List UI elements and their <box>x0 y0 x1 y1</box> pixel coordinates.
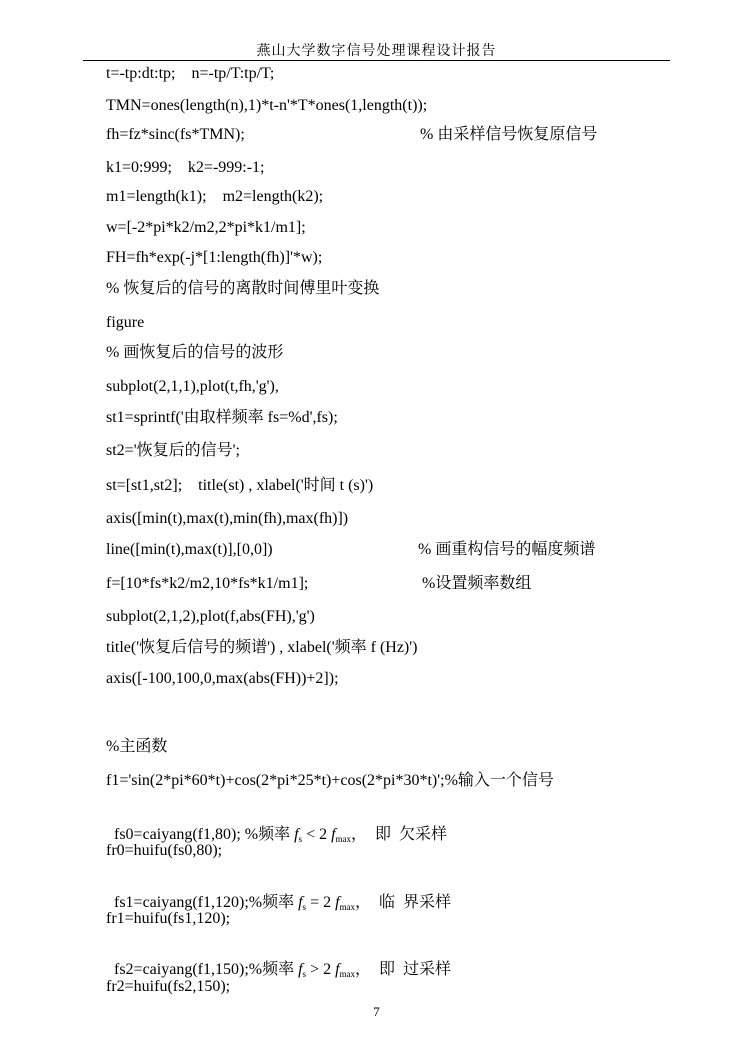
code-line: w=[-2*pi*k2/m2,2*pi*k1/m1]; <box>106 219 306 236</box>
code-line: fh=fz*sinc(fs*TMN); <box>106 126 245 143</box>
code-comment: %主函数 <box>106 738 168 755</box>
code-line-with-formula <box>106 805 447 846</box>
code-comment: % 恢复后的信号的离散时间傅里叶变换 <box>106 280 380 297</box>
code-line: line([min(t),max(t)],[0,0]) <box>106 541 273 558</box>
code-line: subplot(2,1,2),plot(f,abs(FH),'g') <box>106 608 315 625</box>
code-line: FH=fh*exp(-j*[1:length(fh)]'*w); <box>106 249 323 266</box>
code-comment: % 画恢复后的信号的波形 <box>106 344 284 361</box>
page-header: 燕山大学数字信号处理课程设计报告 <box>256 44 497 59</box>
code-line: axis([-100,100,0,max(abs(FH))+2]); <box>106 670 339 687</box>
code-line: fr0=huifu(fs0,80); <box>106 842 223 859</box>
code-line: k1=0:999; k2=-999:-1; <box>106 159 265 176</box>
code-text: ， 即 欠采样 <box>351 826 448 843</box>
code-line: st=[st1,st2]; title(st) , xlabel('时间 t (s)') <box>106 477 374 494</box>
formula-oversampling: fs > 2 fmax <box>298 961 356 979</box>
code-text: fs1=caiyang(f1,120);%频率 <box>114 894 299 911</box>
code-line-with-formula <box>106 940 451 981</box>
code-line: title('恢复后信号的频谱') , xlabel('频率 f (Hz)') <box>106 639 418 656</box>
formula-undersampling: fs < 2 fmax <box>294 826 352 844</box>
code-line: f1='sin(2*pi*60*t)+cos(2*pi*25*t)+cos(2*pi*30*t)';%输入一个信号 <box>106 772 554 789</box>
code-line: TMN=ones(length(n),1)*t-n'*T*ones(1,length(t)); <box>106 97 428 114</box>
code-text: ， 临 界采样 <box>355 894 452 911</box>
page-number: 7 <box>373 1004 380 1019</box>
code-line: fr1=huifu(fs1,120); <box>106 910 231 927</box>
code-line: m1=length(k1); m2=length(k2); <box>106 188 324 205</box>
code-line: st2='恢复后的信号'; <box>106 442 240 459</box>
code-text: fs0=caiyang(f1,80); %频率 <box>114 826 295 843</box>
code-line: st1=sprintf('由取样频率 fs=%d',fs); <box>106 409 338 426</box>
formula-critical-sampling: fs = 2 fmax <box>298 894 356 912</box>
code-line: subplot(2,1,1),plot(t,fh,'g'), <box>106 378 279 395</box>
code-line-with-formula <box>106 873 451 914</box>
code-line: figure <box>106 314 145 331</box>
code-text: fs2=caiyang(f1,150);%频率 <box>114 961 299 978</box>
header-rule <box>83 60 670 61</box>
code-text: ， 即 过采样 <box>355 961 452 978</box>
code-comment: %设置频率数组 <box>422 575 532 592</box>
code-line: fr2=huifu(fs2,150); <box>106 978 231 995</box>
code-line: t=-tp:dt:tp; n=-tp/T:tp/T; <box>106 65 275 82</box>
code-line: axis([min(t),max(t),min(fh),max(fh)]) <box>106 510 349 527</box>
code-comment: % 由采样信号恢复原信号 <box>420 126 598 143</box>
code-line: f=[10*fs*k2/m2,10*fs*k1/m1]; <box>106 575 309 592</box>
code-comment: % 画重构信号的幅度频谱 <box>418 541 596 558</box>
